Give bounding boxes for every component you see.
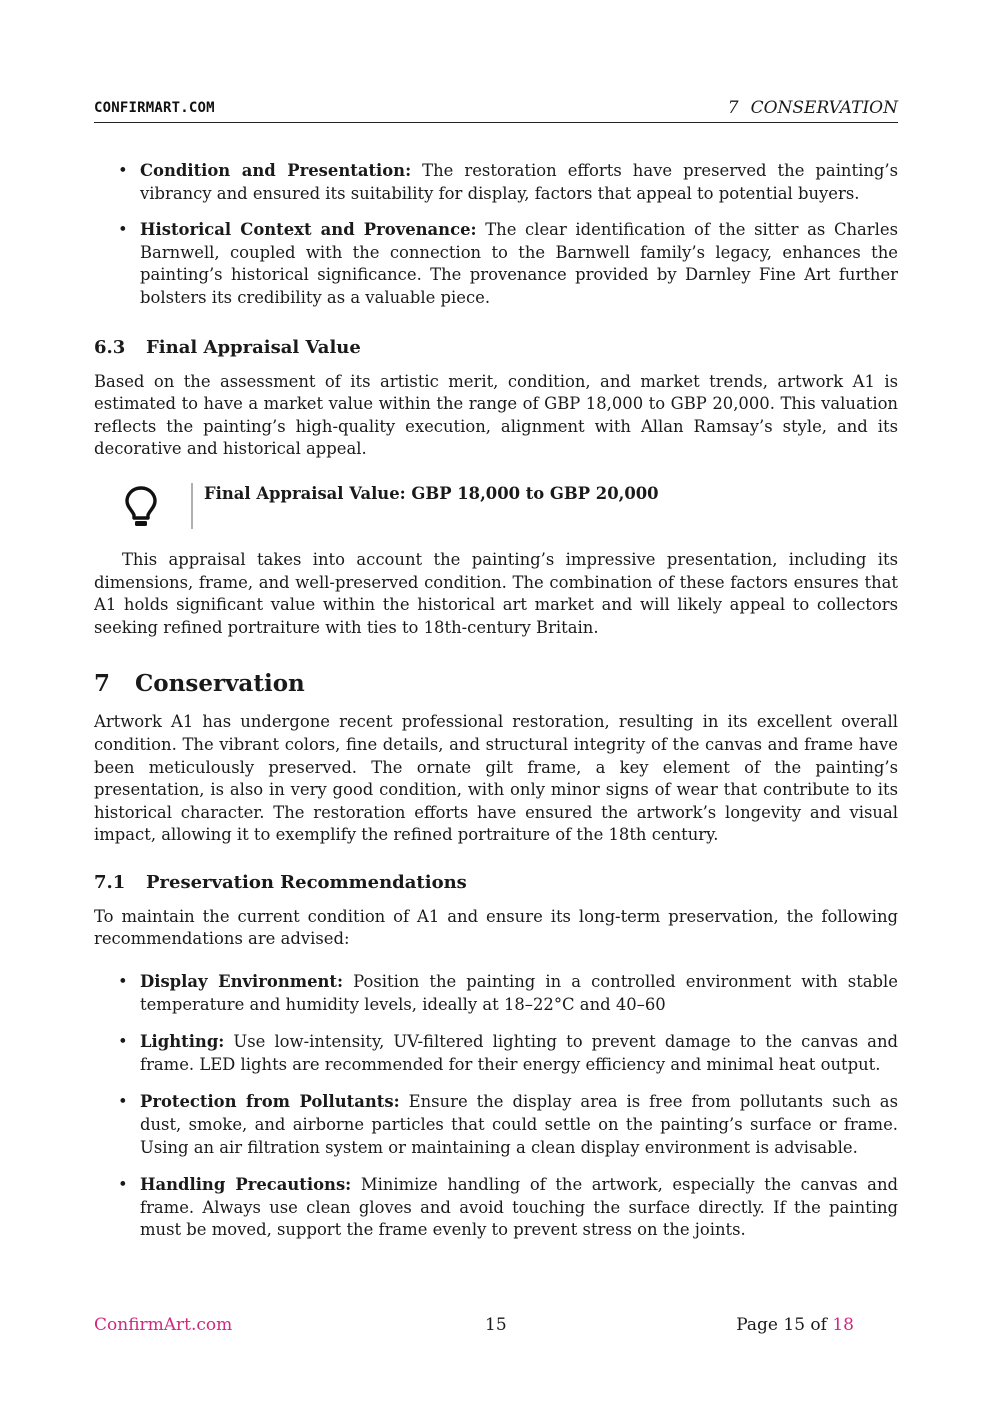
bullet-text: The restoration efforts have preserved the painting’s vibrancy and ensured its suitability for display, factors that appeal to potential buyers. bbox=[140, 161, 898, 203]
list-item bbox=[94, 160, 898, 205]
site-logo: CONFIRMART.COM bbox=[94, 100, 215, 116]
appraisal-callout bbox=[94, 483, 898, 531]
recommendations-list bbox=[94, 971, 898, 1242]
page-content bbox=[94, 160, 898, 1242]
list-item bbox=[94, 219, 898, 309]
bullet-term: Handling Precautions: bbox=[140, 1175, 352, 1195]
bullet-term: Protection from Pollutants: bbox=[140, 1092, 400, 1112]
document-page bbox=[94, 0, 898, 1404]
appraisal-paragraph: Based on the assessment of its artistic merit, condition, and market trends, artwork A1 is estimated to have a market value within the range of GBP 18,000 to GBP 20,000. This valuation reflects the painting’s high-quality execution, alignment with Allan Ramsay’s style, and its decorative and historical appeal. bbox=[94, 371, 898, 459]
footer-site-link[interactable]: ConfirmArt.com bbox=[94, 1315, 233, 1335]
bullet-term: Condition and Presentation: bbox=[140, 161, 412, 180]
section-number: 6.3 bbox=[94, 336, 126, 358]
footer-page-number: 15 bbox=[485, 1315, 507, 1335]
bullet-text: Use low-intensity, UV-filtered lighting to prevent damage to the canvas and frame. LED lights are recommended for their energy efficiency and minimal heat output. bbox=[140, 1032, 898, 1074]
callout-bar bbox=[191, 483, 193, 529]
callout-text: Final Appraisal Value: GBP 18,000 to GBP 20,000 bbox=[204, 483, 659, 503]
section-title: Preservation Recommendations bbox=[146, 871, 467, 893]
bullet-text: Position the painting in a controlled environment with stable temperature and humidity levels, ideally at 18–22°C and 40–60 bbox=[140, 972, 898, 1014]
section-number: 7.1 bbox=[94, 871, 126, 893]
bullet-text: Ensure the display area is free from pollutants such as dust, smoke, and airborne particles that could settle on the painting’s surface or frame. Using an air filtration system or maintaining a clean display environment is advisable. bbox=[140, 1092, 898, 1157]
section-title: Conservation bbox=[135, 670, 305, 698]
lightbulb-icon bbox=[124, 485, 158, 529]
list-item bbox=[94, 1174, 898, 1242]
page-header bbox=[94, 98, 898, 123]
bullet-text: The clear identification of the sitter as Charles Barnwell, coupled with the connection to the Barnwell family’s legacy, enhances the painting’s historical significance. The provenance provided by Darnley Fine Art further bolsters its credibility as a valuable piece. bbox=[140, 220, 898, 307]
section-number: 7 bbox=[94, 670, 111, 698]
section-heading-7-1 bbox=[94, 871, 898, 895]
footer-page-total[interactable]: 18 bbox=[832, 1315, 854, 1335]
top-bullet-list bbox=[94, 160, 898, 310]
page-footer bbox=[94, 1315, 854, 1339]
appraisal-paragraph-2: This appraisal takes into account the painting’s impressive presentation, including its dimensions, frame, and well-preserved condition. The combination of these factors ensures that A1 holds significant value within the historical art market and will likely appeal to collectors seeking refined portraiture with ties to 18th-century Britain. bbox=[94, 549, 898, 637]
conservation-paragraph: Artwork A1 has undergone recent professional restoration, resulting in its excellent overall condition. The vibrant colors, fine details, and structural integrity of the canvas and frame have been meticulously preserved. The ornate gilt frame, a key element of the painting’s presentation, is also in very good condition, with only minor signs of wear that contribute to its historical character. The restoration efforts have ensured the artwork’s longevity and visual impact, allowing it to exemplify the refined portraiture of the 18th century. bbox=[94, 712, 898, 845]
running-head-title: CONSERVATION bbox=[750, 98, 898, 118]
list-item bbox=[94, 1031, 898, 1076]
section-heading-6-3 bbox=[94, 336, 898, 360]
bullet-term: Display Environment: bbox=[140, 972, 344, 992]
footer-page-label: Page 15 of bbox=[736, 1315, 833, 1335]
footer-page-count bbox=[736, 1315, 854, 1335]
list-item bbox=[94, 1091, 898, 1159]
list-item bbox=[94, 971, 898, 1016]
section-heading-7 bbox=[94, 669, 898, 699]
bullet-term: Historical Context and Provenance: bbox=[140, 220, 477, 240]
bullet-term: Lighting: bbox=[140, 1032, 225, 1052]
running-head-number: 7 bbox=[727, 98, 739, 118]
running-head bbox=[728, 98, 898, 118]
section-title: Final Appraisal Value bbox=[146, 336, 361, 358]
bullet-text: Minimize handling of the artwork, especially the canvas and frame. Always use clean gloves and avoid touching the surface directly. If the painting must be moved, support the frame evenly to prevent stress on the joints. bbox=[140, 1175, 898, 1240]
recommendations-intro: To maintain the current condition of A1 and ensure its long-term preservation, the following recommendations are advised: bbox=[94, 906, 898, 949]
